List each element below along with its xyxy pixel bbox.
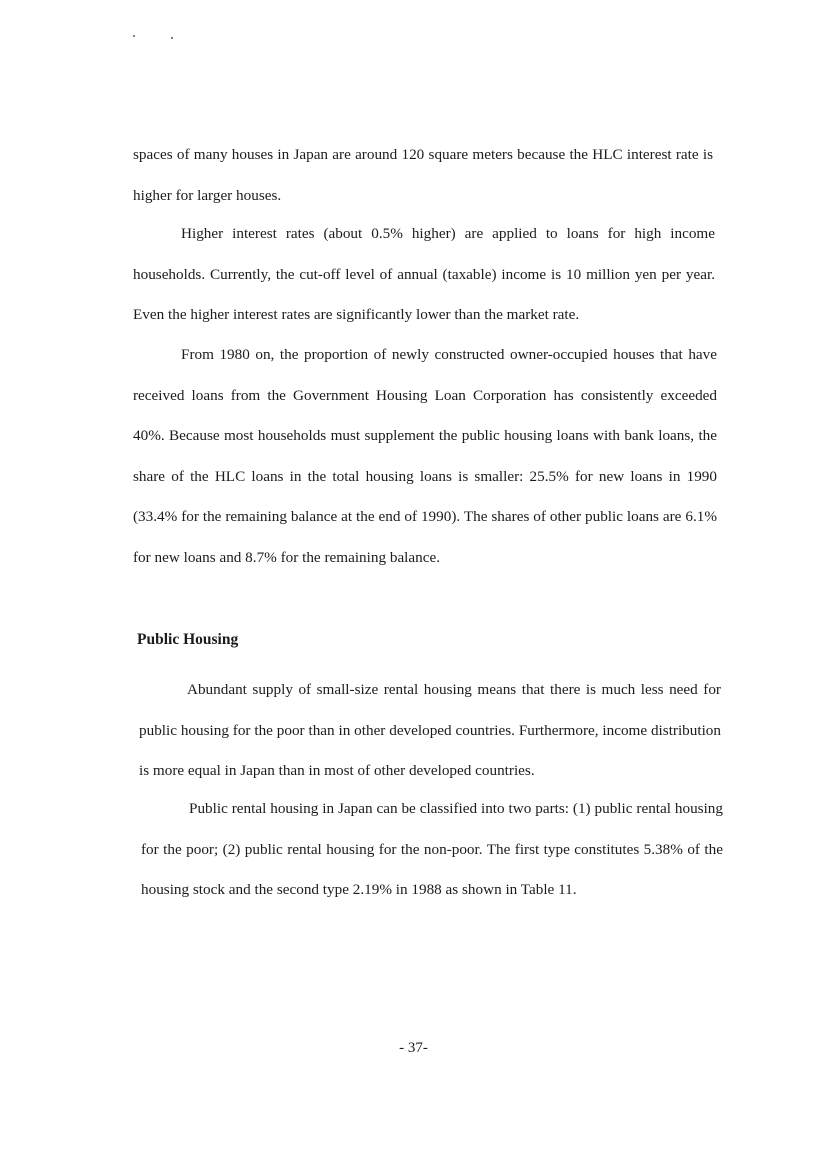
- paragraph-high-income-rates: Higher interest rates (about 0.5% higher) are applied to loans for high income households. Currently, the cut-off level of annual (taxable) income is 10 million yen per year. Even the higher interest rates are significantly lower than the market rate.: [133, 225, 715, 323]
- scan-speck: [133, 35, 135, 37]
- paragraph-hlc-house-size: spaces of many houses in Japan are around 120 square meters because the HLC interest rate is higher for larger houses.: [133, 146, 713, 204]
- paragraph-rental-supply: Abundant supply of small-size rental housing means that there is much less need for public housing for the poor than in other developed countries. Furthermore, income distribution is more equal in Japan than in most of other developed countries.: [139, 681, 721, 779]
- paragraph-hlc-loan-share: From 1980 on, the proportion of newly constructed owner-occupied houses that have received loans from the Government Housing Loan Corporation has consistently exceeded 40%. Because most households must supplement the public housing loans with bank loans, the share of the HLC loans in the total housing loans is smaller: 25.5% for new loans in 1990 (33.4% for the remaining balance at the end of 1990). The shares of other public loans are 6.1% for new loans and 8.7% for the remaining balance.: [133, 346, 717, 566]
- scan-speck: [171, 37, 173, 39]
- paragraph-public-rental-types: Public rental housing in Japan can be classified into two parts: (1) public rental housing for the poor; (2) public rental housing for the non-poor. The first type constitutes 5.38% of the housing stock and the second type 2.19% in 1988 as shown in Table 11.: [141, 800, 723, 898]
- page-number: - 37-: [399, 1040, 428, 1056]
- section-heading-public-housing: Public Housing: [137, 631, 239, 648]
